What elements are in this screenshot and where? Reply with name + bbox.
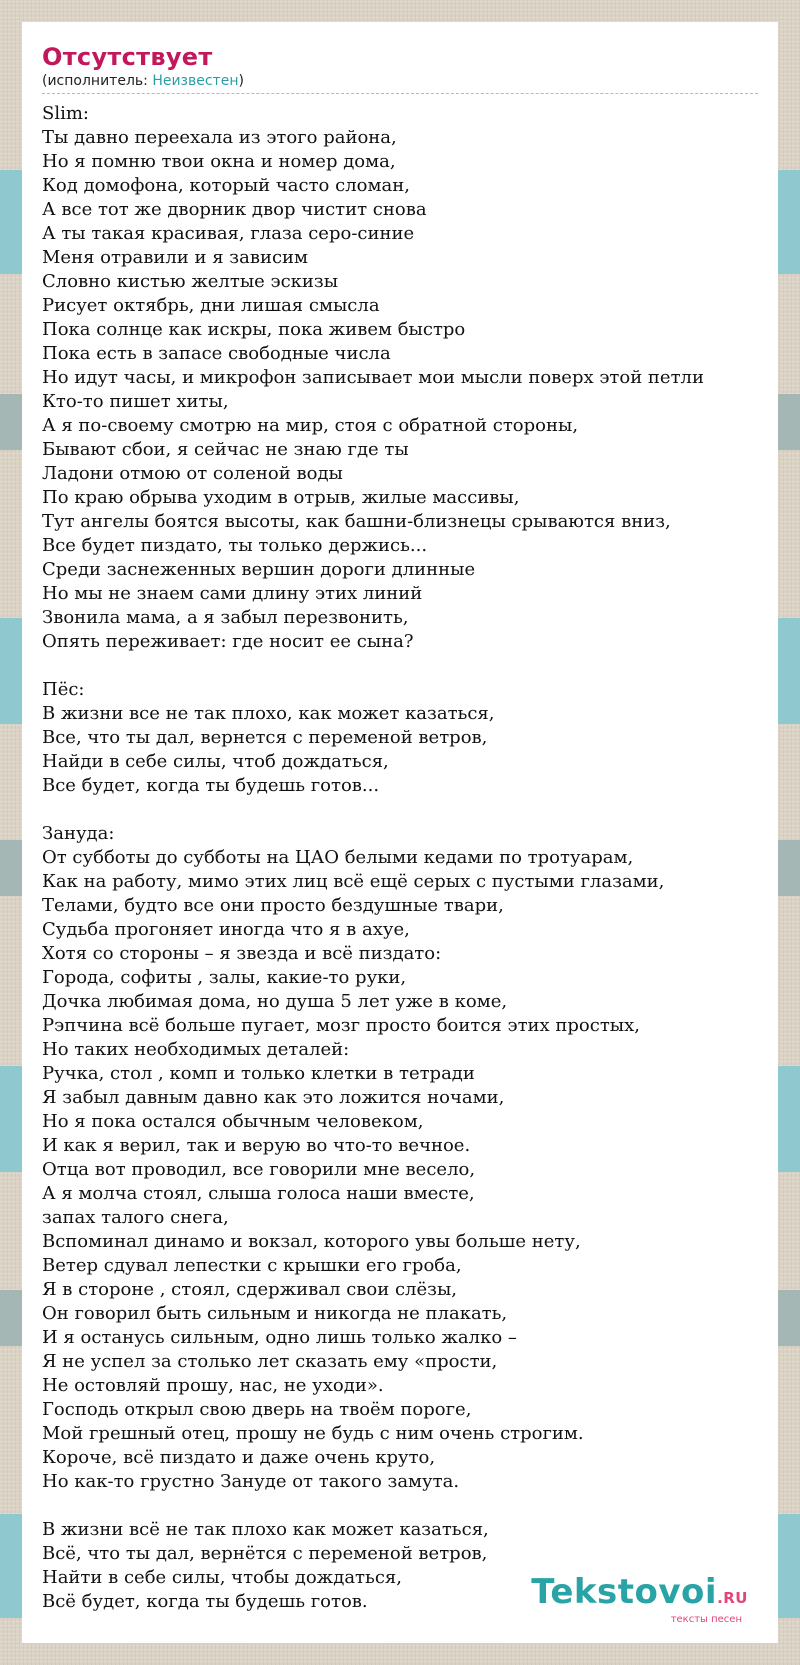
site-logo[interactable]: [531, 1573, 748, 1625]
logo-wordmark: [531, 1573, 748, 1617]
lyrics-card: [22, 22, 778, 1643]
lyric-line: Пёс:: [42, 679, 85, 700]
lyric-line: Но таких необходимых деталей:: [42, 1039, 350, 1060]
lyric-line: Словно кистью желтые эскизы: [42, 271, 339, 292]
lyric-line: А я молча стоял, слыша голоса наши вместе,: [42, 1183, 475, 1204]
lyric-line: Зануда:: [42, 823, 115, 844]
lyric-line: Пока есть в запасе свободные числа: [42, 343, 391, 364]
lyrics-text: [42, 102, 758, 1614]
logo-name: Tekstovoi: [531, 1572, 718, 1612]
lyric-blank-line: [42, 798, 758, 822]
lyric-line: Дочка любимая дома, но душа 5 лет уже в коме,: [42, 991, 508, 1012]
lyric-line: запах талого снега,: [42, 1207, 229, 1228]
lyric-line: В жизни всё не так плохо как может казаться,: [42, 1519, 489, 1540]
lyric-line: Ты давно переехала из этого района,: [42, 127, 397, 148]
lyric-line: Найди в себе силы, чтоб дождаться,: [42, 751, 389, 772]
lyric-line: Среди заснеженных вершин дороги длинные: [42, 559, 476, 580]
lyric-line: Ручка, стол , комп и только клетки в тетради: [42, 1063, 475, 1084]
lyric-line: Я забыл давным давно как это ложится ночами,: [42, 1087, 505, 1108]
lyric-line: Рэпчина всё больше пугает, мозг просто боится этих простых,: [42, 1015, 640, 1036]
lyric-line: А ты такая красивая, глаза серо-синие: [42, 223, 415, 244]
lyric-line: Всё, что ты дал, вернётся с переменой ветров,: [42, 1543, 488, 1564]
lyric-line: По краю обрыва уходим в отрыв, жилые массивы,: [42, 487, 520, 508]
lyric-line: Slim:: [42, 103, 89, 124]
lyric-line: Кто-то пишет хиты,: [42, 391, 229, 412]
artist-link[interactable]: Неизвестен: [152, 73, 239, 89]
lyric-line: Господь открыл свою дверь на твоём пороге,: [42, 1399, 472, 1420]
lyric-line: Опять переживает: где носит ее сына?: [42, 631, 414, 652]
artist-prefix: (исполнитель:: [42, 73, 153, 89]
song-title: Отсутствует: [42, 43, 213, 71]
lyric-line: Пока солнце как искры, пока живем быстро: [42, 319, 466, 340]
lyric-line: Ветер сдувал лепестки с крышки его гроба,: [42, 1255, 462, 1276]
lyric-line: Найти в себе силы, чтобы дождаться,: [42, 1567, 402, 1588]
lyric-line: Не остовляй прошу, нас, не уходи».: [42, 1375, 384, 1396]
logo-tld: .RU: [717, 1589, 748, 1607]
lyric-line: От субботы до субботы на ЦАО белыми кедами по тротуарам,: [42, 847, 634, 868]
lyric-line: Мой грешный отец, прошу не будь с ним очень строгим.: [42, 1423, 584, 1444]
lyric-line: Все будет пиздато, ты только держись...: [42, 535, 428, 556]
lyric-line: Я не успел за столько лет сказать ему «прости,: [42, 1351, 498, 1372]
lyric-line: Все будет, когда ты будешь готов...: [42, 775, 380, 796]
lyric-line: Отца вот проводил, все говорили мне весело,: [42, 1159, 476, 1180]
artist-line: [42, 72, 758, 94]
lyric-line: Тут ангелы боятся высоты, как башни-близнецы срываются вниз,: [42, 511, 671, 532]
lyric-line: Хотя со стороны – я звезда и всё пиздато:: [42, 943, 442, 964]
lyric-line: И я останусь сильным, одно лишь только жалко –: [42, 1327, 517, 1348]
lyric-line: Как на работу, мимо этих лиц всё ещё серых с пустыми глазами,: [42, 871, 665, 892]
lyric-line: Бывают сбои, я сейчас не знаю где ты: [42, 439, 409, 460]
lyric-line: Но идут часы, и микрофон записывает мои мысли поверх этой петли: [42, 367, 704, 388]
lyric-line: Вспоминал динамо и вокзал, которого увы больше нету,: [42, 1231, 581, 1252]
lyric-line: И как я верил, так и верую во что-то вечное.: [42, 1135, 471, 1156]
lyric-line: Ладони отмою от соленой воды: [42, 463, 343, 484]
lyric-line: Но мы не знаем сами длину этих линий: [42, 583, 423, 604]
lyric-line: Но я пока остался обычным человеком,: [42, 1111, 424, 1132]
lyric-line: Меня отравили и я зависим: [42, 247, 309, 268]
lyric-line: Телами, будто все они просто бездушные твари,: [42, 895, 504, 916]
logo-tagline: тексты песен: [670, 1614, 742, 1625]
lyric-line: Я в стороне , стоял, сдерживал свои слёзы,: [42, 1279, 457, 1300]
lyric-line: Рисует октябрь, дни лишая смысла: [42, 295, 380, 316]
lyric-line: Он говорил быть сильным и никогда не плакать,: [42, 1303, 508, 1324]
lyric-line: Судьба прогоняет иногда что я в ахуе,: [42, 919, 410, 940]
lyric-line: В жизни все не так плохо, как может казаться,: [42, 703, 495, 724]
lyric-line: Короче, всё пиздато и даже очень круто,: [42, 1447, 436, 1468]
lyric-line: Города, софиты , залы, какие-то руки,: [42, 967, 407, 988]
lyric-line: Но я помню твои окна и номер дома,: [42, 151, 396, 172]
lyric-line: Код домофона, который часто сломан,: [42, 175, 410, 196]
lyric-line: А все тот же дворник двор чистит снова: [42, 199, 427, 220]
lyric-line: Все, что ты дал, вернется с переменой ветров,: [42, 727, 488, 748]
lyric-line: А я по-своему смотрю на мир, стоя с обратной стороны,: [42, 415, 579, 436]
lyric-line: Звонила мама, а я забыл перезвонить,: [42, 607, 409, 628]
artist-suffix: ): [238, 73, 244, 89]
lyric-line: Всё будет, когда ты будешь готов.: [42, 1591, 368, 1612]
lyric-line: Но как-то грустно Зануде от такого замута.: [42, 1471, 460, 1492]
lyric-blank-line: [42, 654, 758, 678]
lyric-blank-line: [42, 1494, 758, 1518]
